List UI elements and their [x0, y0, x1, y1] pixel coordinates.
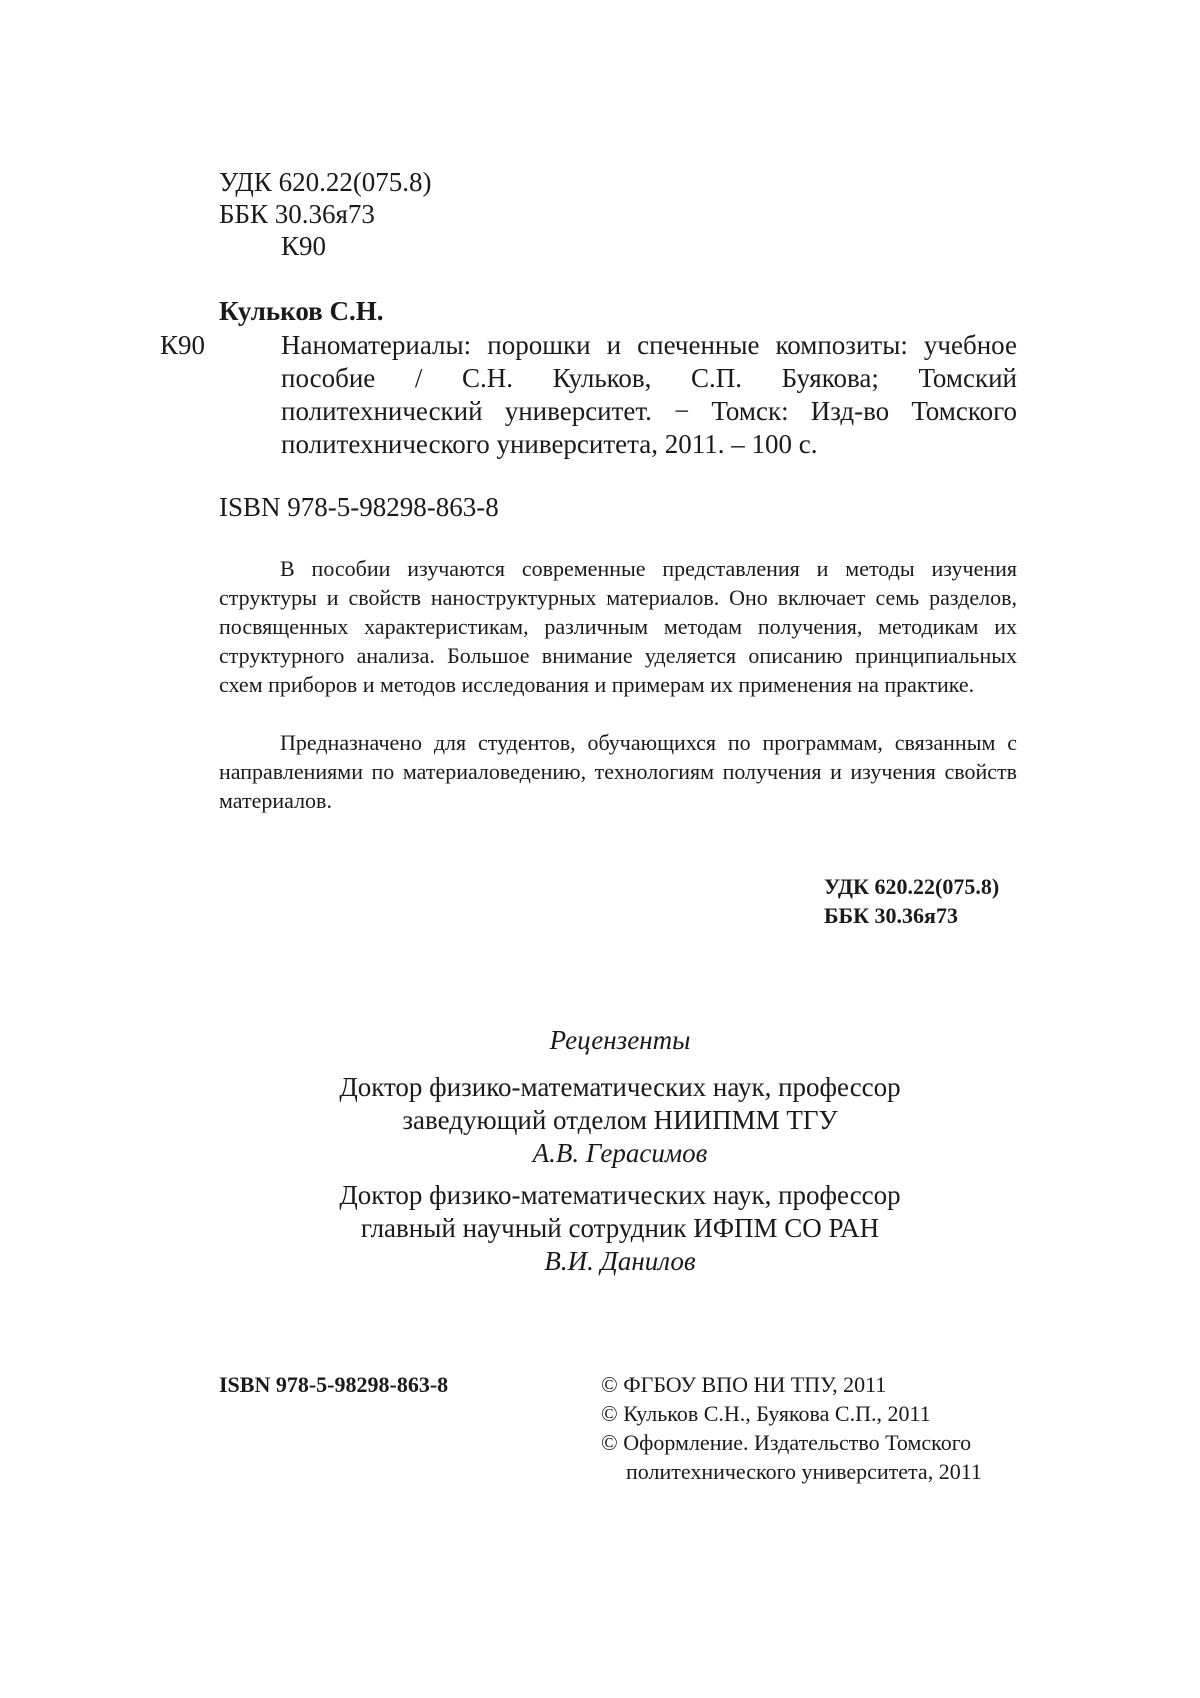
udk-code-bold: УДК 620.22(075.8) [824, 874, 1000, 899]
udk-code: УДК 620.22(075.8) [219, 167, 432, 197]
abstract-paragraph-2: Предназначено для студентов, обучающихся по программам, связанным с направлениями по материаловедению, технологиям получения и изучения свойств материалов. [219, 730, 1017, 813]
isbn-line: ISBN 978-5-98298-863-8 [219, 492, 499, 522]
reviewers-block [200, 1024, 1040, 1278]
reviewer-entry [200, 1179, 1040, 1278]
reviewer-name: А.В. Герасимов [532, 1138, 708, 1168]
reviewer-entry [200, 1071, 1040, 1170]
copyright-line: © ФГБОУ ВПО НИ ТПУ, 2011 [601, 1372, 887, 1397]
abstract-paragraph-1: В пособии изучаются современные представления и методы изучения структуры и свойств наноструктурных материалов. Оно включает семь разделов, посвященных характеристикам, различным методам получения, методикам их структурного анализа. Большое внимание уделяется описанию принципиальных схем приборов и методов исследования и примерам их применения на практике. [219, 556, 1017, 697]
copyright-line: © Оформление. Издательство Томского политехнического университета, 2011 [601, 1430, 982, 1484]
reviewer-position: заведующий отделом НИИПММ ТГУ [402, 1105, 838, 1135]
footer-isbn: ISBN 978-5-98298-863-8 [219, 1372, 449, 1397]
reviewer-title: Доктор физико-математических наук, профессор [339, 1072, 901, 1102]
author-sign-citation: К90 [160, 330, 206, 360]
bbk-code-bold: ББК 30.36я73 [824, 903, 958, 928]
copyright-line: © Кульков С.Н., Буякова С.П., 2011 [601, 1401, 931, 1426]
reviewer-position: главный научный сотрудник ИФПМ СО РАН [360, 1213, 880, 1243]
bbk-code: ББК 30.36я73 [219, 199, 375, 229]
reviewers-heading: Рецензенты [549, 1025, 691, 1055]
citation-text: Наноматериалы: порошки и спеченные композиты: учебное пособие / С.Н. Кульков, С.П. Буякова; Томский политехнический университет. − Томск: Изд-во Томского политехнического университета, 2011. – 100 с. [281, 330, 1017, 459]
reviewer-title: Доктор физико-математических наук, профессор [339, 1180, 901, 1210]
author-sign-header: К90 [281, 231, 327, 261]
citation-author: Кульков С.Н. [219, 296, 384, 326]
reviewer-name: В.И. Данилов [544, 1246, 696, 1276]
copyright-block [601, 1370, 1021, 1486]
